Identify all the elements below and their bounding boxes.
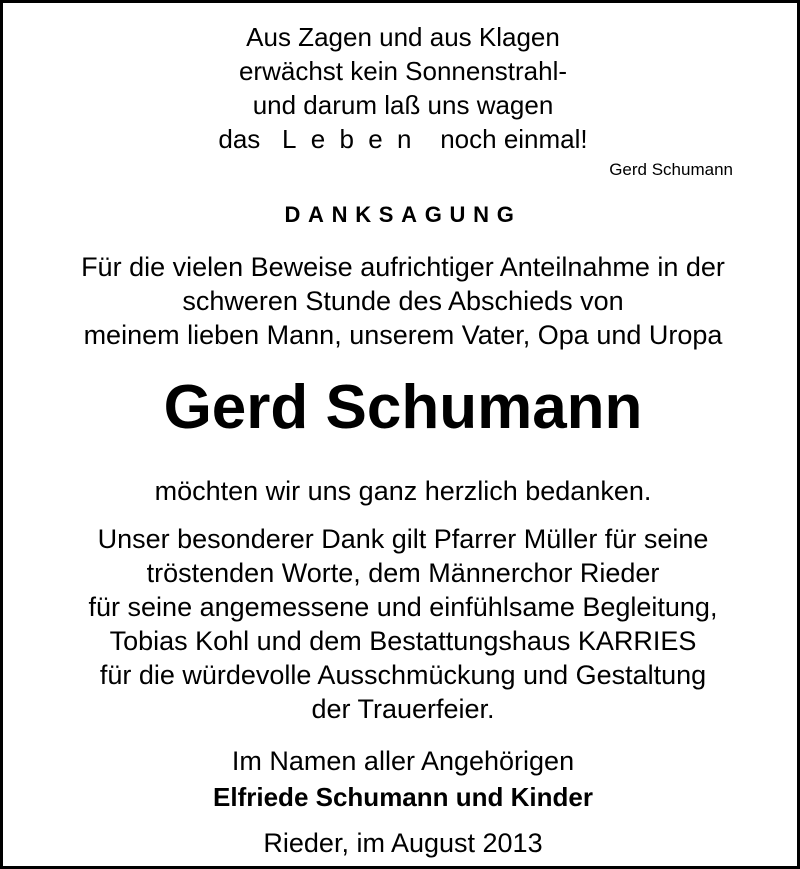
poem-line-2: erwächst kein Sonnenstrahl- — [238, 56, 568, 86]
thanks-line: möchten wir uns ganz herzlich bedanken. — [154, 476, 652, 506]
poem-line-4-end: noch einmal! — [440, 124, 588, 154]
poem-line-4 — [3, 122, 800, 156]
special-thanks-line-3: für seine angemessene und einfühlsame Begleitung, — [88, 592, 718, 622]
special-thanks-line-2: tröstenden Worte, dem Männerchor Rieder — [146, 558, 660, 588]
poem-line-3: und darum laß uns wagen — [252, 90, 554, 120]
poem-spaced-word: Leben — [281, 124, 426, 154]
special-thanks-line-1: Unser besonderer Dank gilt Pfarrer Müller für seine — [97, 524, 709, 554]
poem-author: Gerd Schumann — [609, 160, 733, 179]
intro-line-3: meinem lieben Mann, unserem Vater, Opa und Uropa — [83, 320, 723, 350]
poem-line-4-start: das — [218, 124, 261, 154]
place-date: Rieder, im August 2013 — [263, 828, 543, 858]
intro-line-2: schweren Stunde des Abschieds von — [182, 286, 624, 316]
poem-line-1: Aus Zagen und aus Klagen — [246, 22, 560, 52]
special-thanks-line-6: der Trauerfeier. — [311, 694, 495, 724]
on-behalf-line: Im Namen aller Angehörigen — [231, 746, 575, 776]
deceased-name: Gerd Schumann — [163, 373, 643, 442]
intro-line-1: Für die vielen Beweise aufrichtiger Anteilnahme in der — [81, 252, 725, 282]
signatory-names: Elfriede Schumann und Kinder — [213, 782, 593, 812]
special-thanks-line-4: Tobias Kohl und dem Bestattungshaus KARRIES — [109, 626, 697, 656]
special-thanks-line-5: für die würdevolle Ausschmückung und Gestaltung — [99, 660, 707, 690]
heading: DANKSAGUNG — [284, 202, 522, 227]
